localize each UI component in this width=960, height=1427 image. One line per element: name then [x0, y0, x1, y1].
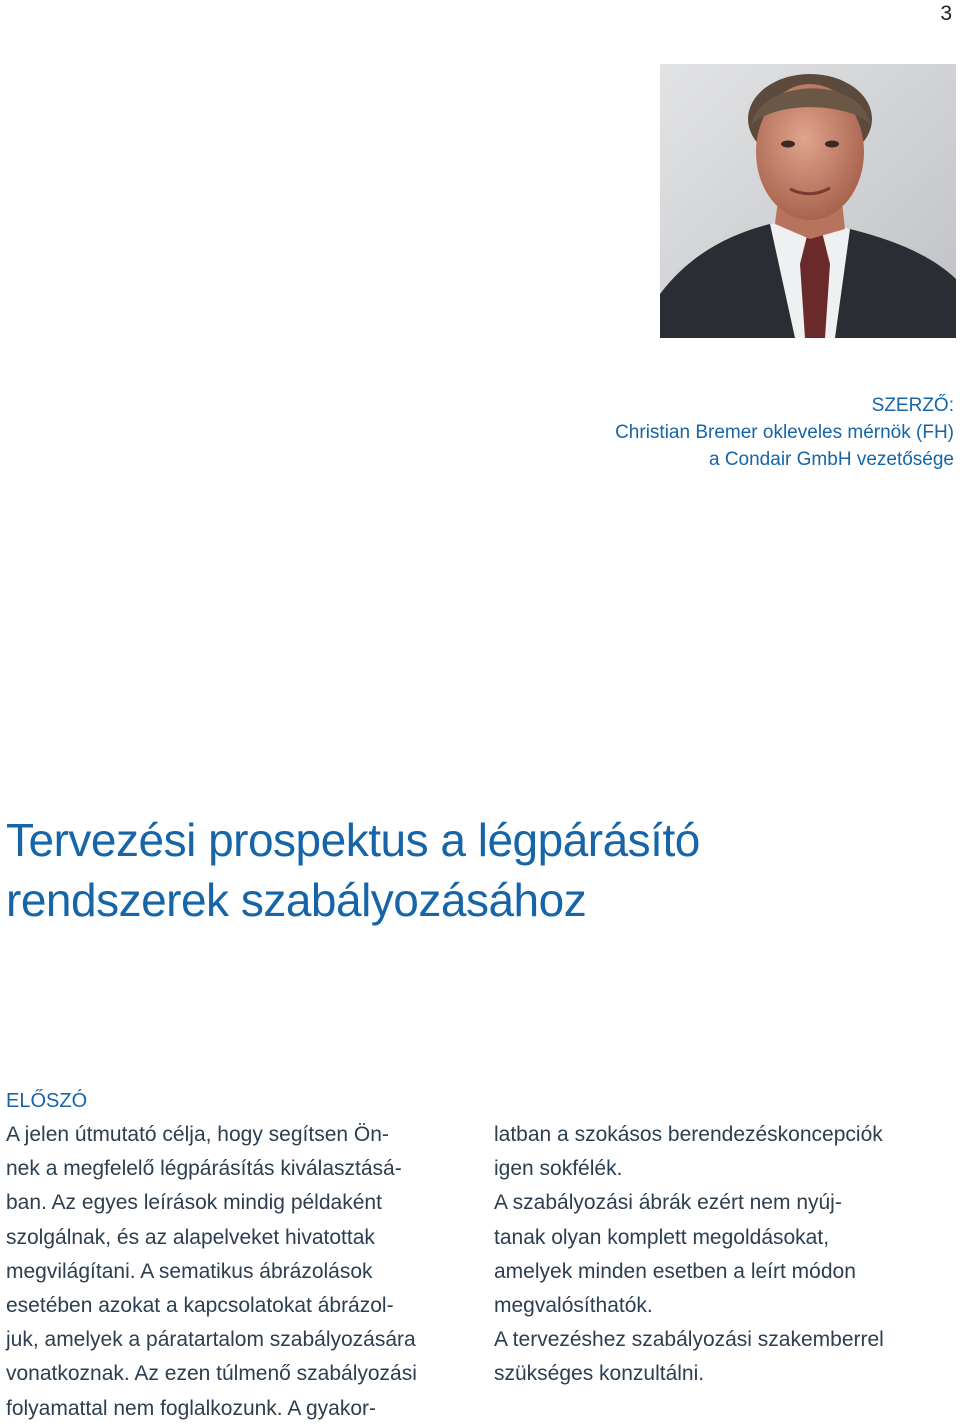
foreword-heading: ELŐSZÓ	[6, 1090, 88, 1112]
text-line: ban. Az egyes leírások mindig példaként	[6, 1191, 382, 1215]
page-title-line-1: Tervezési prospektus a légpárásító	[6, 814, 700, 866]
author-block	[615, 392, 954, 473]
text-line: A tervezéshez szabályozási szakemberrel	[494, 1328, 884, 1352]
author-label: SZERZŐ:	[871, 395, 954, 416]
text-line: megvilágítani. A sematikus ábrázolások	[6, 1259, 373, 1283]
author-role: a Condair GmbH vezetősége	[708, 449, 954, 470]
page-title-line-2: rendszerek szabályozásához	[6, 874, 587, 926]
text-line: vonatkoznak. Az ezen túlmenő szabályozási	[6, 1362, 417, 1386]
text-line: szükséges konzultálni.	[494, 1362, 705, 1386]
text-line: amelyek minden esetben a leírt módon	[494, 1259, 856, 1283]
text-line: folyamattal nem foglalkozunk. A gyakor-	[6, 1396, 377, 1420]
text-line: nek a megfelelő légpárásítás kiválasztásá-	[6, 1157, 402, 1181]
text-line: szolgálnak, és az alapelveket hivatottak	[6, 1225, 375, 1249]
text-line: A jelen útmutató célja, hogy segítsen Ön-	[6, 1123, 389, 1146]
text-line: juk, amelyek a páratartalom szabályozására	[6, 1328, 416, 1352]
text-line: igen sokfélék.	[494, 1157, 623, 1181]
text-line: esetében azokat a kapcsolatokat ábrázol-	[6, 1294, 394, 1318]
text-line: latban a szokásos berendezéskoncepciók	[494, 1123, 883, 1146]
page-number: 3	[940, 2, 952, 25]
text-line: tanak olyan komplett megoldásokat,	[494, 1225, 830, 1249]
text-line: A szabályozási ábrák ezért nem nyúj-	[494, 1191, 842, 1215]
foreword-left-column	[6, 1118, 417, 1426]
author-portrait-photo	[660, 64, 956, 338]
author-name: Christian Bremer okleveles mérnök (FH)	[615, 422, 954, 443]
page-title	[6, 810, 700, 930]
foreword-right-column	[494, 1118, 884, 1392]
text-line: megvalósíthatók.	[494, 1294, 653, 1318]
